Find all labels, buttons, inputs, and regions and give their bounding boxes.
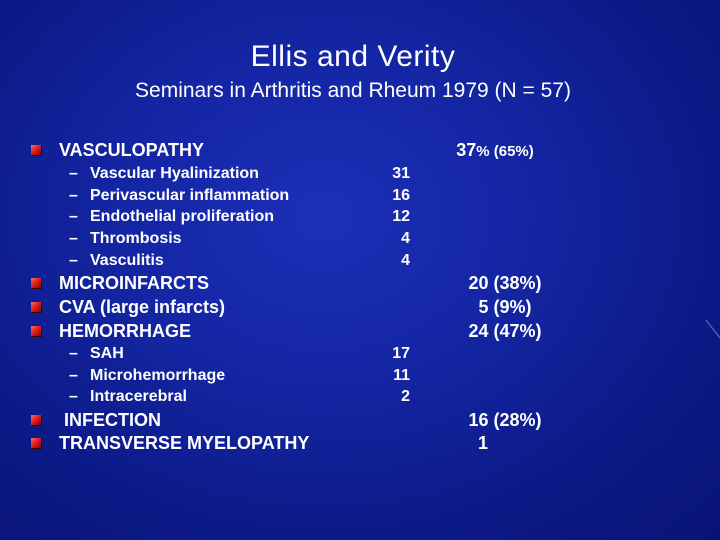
dash-marker: –: [69, 165, 78, 182]
subitem-value: 2: [401, 388, 410, 405]
item-value-cva: 5 (9%): [478, 297, 532, 317]
dash-marker: –: [69, 388, 78, 405]
subitem-value: 11: [393, 367, 410, 384]
item-value-hemorrhage: 24 (47%): [468, 321, 542, 341]
bullet-icon: [31, 415, 41, 425]
item-value-infection: 16 (28%): [468, 410, 542, 430]
item-label-cva: CVA (large infarcts): [59, 297, 226, 317]
bullet-icon: [31, 326, 41, 336]
subitem-value: 4: [401, 252, 410, 269]
item-label-hemorrhage: HEMORRHAGE: [59, 321, 192, 341]
dash-marker: –: [69, 367, 78, 384]
decorative-swoosh-icon: [704, 318, 720, 342]
item-value-microinfarcts: 20 (38%): [468, 273, 542, 293]
dash-marker: –: [69, 345, 78, 362]
dash-marker: –: [69, 252, 78, 269]
item-value-vasculopathy: 37% (65%): [456, 140, 534, 160]
bullet-icon: [31, 302, 41, 312]
subitem-label: SAH: [90, 345, 124, 362]
subitem-label: Microhemorrhage: [90, 367, 226, 384]
bullet-icon: [31, 145, 41, 155]
dash-marker: –: [69, 187, 78, 204]
slide-title: Ellis and Verity: [250, 40, 456, 73]
bullet-icon: [31, 438, 41, 448]
bullet-icon: [31, 278, 41, 288]
subitem-label: Perivascular inflammation: [90, 187, 290, 204]
subitem-label: Intracerebral: [90, 388, 187, 405]
subitem-value: 17: [392, 345, 410, 362]
dash-marker: –: [69, 208, 78, 225]
item-label-vasculopathy: VASCULOPATHY: [59, 140, 205, 160]
item-label-microinfarcts: MICROINFARCTS: [59, 273, 209, 293]
dash-marker: –: [69, 230, 78, 247]
item-value-transverse-myelopathy: 1: [477, 433, 488, 453]
subitem-label: Thrombosis: [90, 230, 182, 247]
slide-subtitle: Seminars in Arthritis and Rheum 1979 (N = 57): [135, 79, 571, 102]
subitem-label: Vasculitis: [90, 252, 164, 269]
subitem-value: 12: [392, 208, 410, 225]
item-label-transverse-myelopathy: TRANSVERSE MYELOPATHY: [59, 433, 310, 453]
subitem-value: 16: [392, 187, 410, 204]
subitem-label: Endothelial proliferation: [90, 208, 275, 225]
subitem-value: 4: [401, 230, 410, 247]
subitem-label: Vascular Hyalinization: [90, 165, 259, 182]
item-label-infection: INFECTION: [59, 410, 161, 430]
subitem-value: 31: [392, 165, 410, 182]
